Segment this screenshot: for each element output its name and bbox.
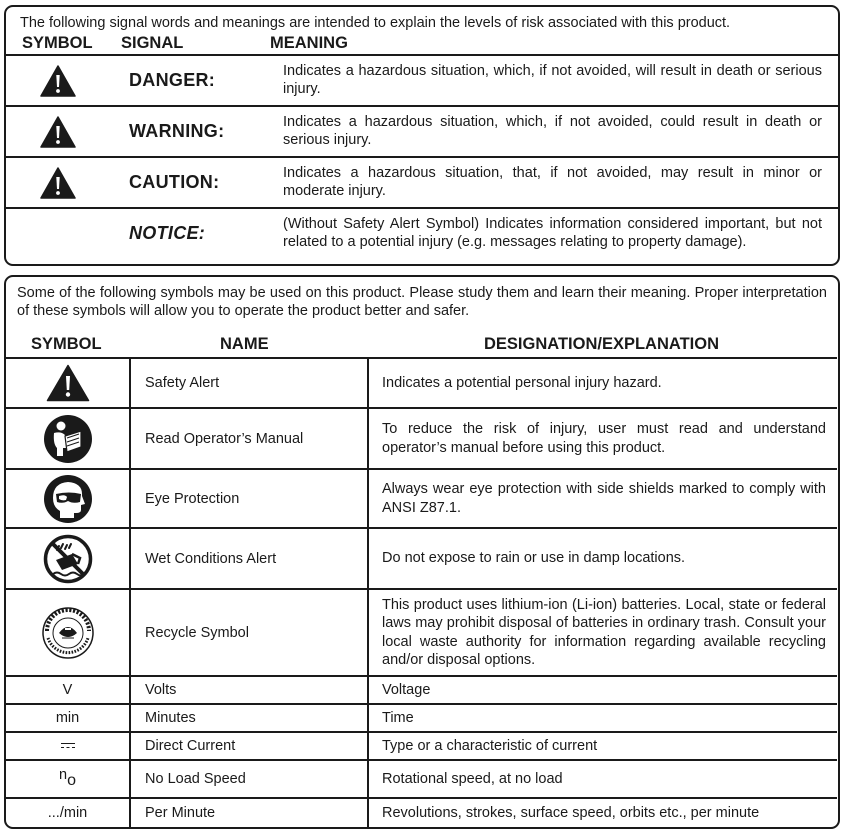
header-symbol: SYMBOL bbox=[22, 34, 93, 52]
table-row bbox=[6, 357, 837, 407]
symbol-name: Volts bbox=[129, 677, 367, 703]
symbol-text-sub: o bbox=[67, 772, 76, 789]
signal-row-warning bbox=[6, 105, 838, 156]
symbol-name: Wet Conditions Alert bbox=[129, 529, 367, 588]
signal-intro-text: The following signal words and meanings are intended to explain the levels of risk associated with this product. bbox=[20, 15, 731, 31]
symbol-explanation: This product uses lithium-ion (Li-ion) batteries. Local, state or federal laws may prohibit disposal of batteries in ordinary trash. Consult your local waste authority for information regarding available recycling and/or disposal options. bbox=[382, 596, 826, 668]
symbol-explanation: Indicates a potential personal injury hazard. bbox=[382, 374, 662, 391]
symbol-text-main: n bbox=[59, 767, 68, 783]
table-row bbox=[6, 468, 837, 527]
wet-conditions-icon bbox=[43, 534, 93, 584]
table-row bbox=[6, 731, 837, 759]
symbols-table-header bbox=[6, 335, 837, 357]
signal-table-header bbox=[6, 32, 838, 54]
signal-row-caution bbox=[6, 156, 838, 207]
signal-word-warning: WARNING: bbox=[129, 121, 225, 141]
signal-word-caution: CAUTION: bbox=[129, 172, 220, 192]
signal-meaning-notice: (Without Safety Alert Symbol) Indicates information considered important, but not related to a potential injury (e.g. messages relating to property damage). bbox=[283, 216, 822, 250]
table-row bbox=[6, 759, 837, 797]
symbol-explanation: Rotational speed, at no load bbox=[382, 770, 563, 787]
table-row bbox=[6, 675, 837, 703]
symbol-name: Minutes bbox=[129, 705, 367, 731]
symbol-name: No Load Speed bbox=[129, 761, 367, 797]
signal-meaning-caution: Indicates a hazardous situation, that, if not avoided, may result in minor or moderate injury. bbox=[283, 165, 822, 199]
read-manual-icon bbox=[43, 414, 93, 464]
header-signal: SIGNAL bbox=[121, 34, 184, 52]
no-load-speed-symbol bbox=[59, 767, 76, 789]
eye-protection-icon bbox=[43, 474, 93, 524]
table-row bbox=[6, 797, 837, 827]
symbol-name: Read Operator’s Manual bbox=[129, 409, 367, 468]
warning-triangle-icon bbox=[40, 167, 76, 199]
warning-triangle-icon bbox=[40, 116, 76, 148]
symbols-panel bbox=[4, 275, 840, 829]
signal-row-notice bbox=[6, 207, 838, 258]
signal-row-danger bbox=[6, 54, 838, 105]
symbols-intro-text: Some of the following symbols may be used on this product. Please study them and learn their meaning. Proper interpretation of these symbols will allow you to operate the product better and safer. bbox=[17, 285, 827, 319]
safety-alert-icon bbox=[46, 364, 90, 402]
symbol-explanation: Time bbox=[382, 709, 414, 726]
direct-current-icon bbox=[61, 743, 75, 750]
recycle-seal-icon bbox=[41, 606, 95, 660]
warning-triangle-icon bbox=[40, 65, 76, 97]
header-designation: DESIGNATION/EXPLANATION bbox=[484, 335, 719, 353]
symbol-name: Direct Current bbox=[129, 733, 367, 759]
signal-word-notice: NOTICE: bbox=[129, 223, 206, 243]
header-meaning: MEANING bbox=[270, 34, 348, 52]
symbols-table bbox=[6, 335, 837, 827]
symbol-text: .../min bbox=[47, 805, 88, 821]
symbol-explanation: Type or a characteristic of current bbox=[382, 737, 598, 754]
signal-meaning-warning: Indicates a hazardous situation, which, if not avoided, could result in death or serious injury. bbox=[283, 114, 822, 148]
symbol-explanation: Always wear eye protection with side shields marked to comply with ANSI Z87.1. bbox=[382, 481, 826, 516]
table-row bbox=[6, 407, 837, 468]
symbol-name: Eye Protection bbox=[129, 470, 367, 527]
table-row bbox=[6, 703, 837, 731]
symbol-name: Recycle Symbol bbox=[129, 590, 367, 675]
signal-word-danger: DANGER: bbox=[129, 70, 216, 90]
symbol-name: Per Minute bbox=[129, 799, 367, 827]
symbol-explanation: To reduce the risk of injury, user must read and understand operator’s manual before using this product. bbox=[382, 421, 826, 456]
table-row bbox=[6, 588, 837, 675]
symbol-text: V bbox=[62, 682, 73, 698]
signal-meaning-danger: Indicates a hazardous situation, which, if not avoided, will result in death or serious injury. bbox=[283, 63, 822, 97]
header-name: NAME bbox=[220, 335, 269, 353]
table-row bbox=[6, 527, 837, 588]
symbol-explanation: Revolutions, strokes, surface speed, orbits etc., per minute bbox=[382, 804, 760, 821]
symbol-explanation: Do not expose to rain or use in damp locations. bbox=[382, 550, 686, 567]
symbol-explanation: Voltage bbox=[382, 681, 431, 698]
header-symbol: SYMBOL bbox=[31, 335, 102, 353]
signal-words-panel bbox=[4, 5, 840, 266]
symbol-text: min bbox=[55, 710, 80, 726]
symbol-name: Safety Alert bbox=[129, 359, 367, 407]
